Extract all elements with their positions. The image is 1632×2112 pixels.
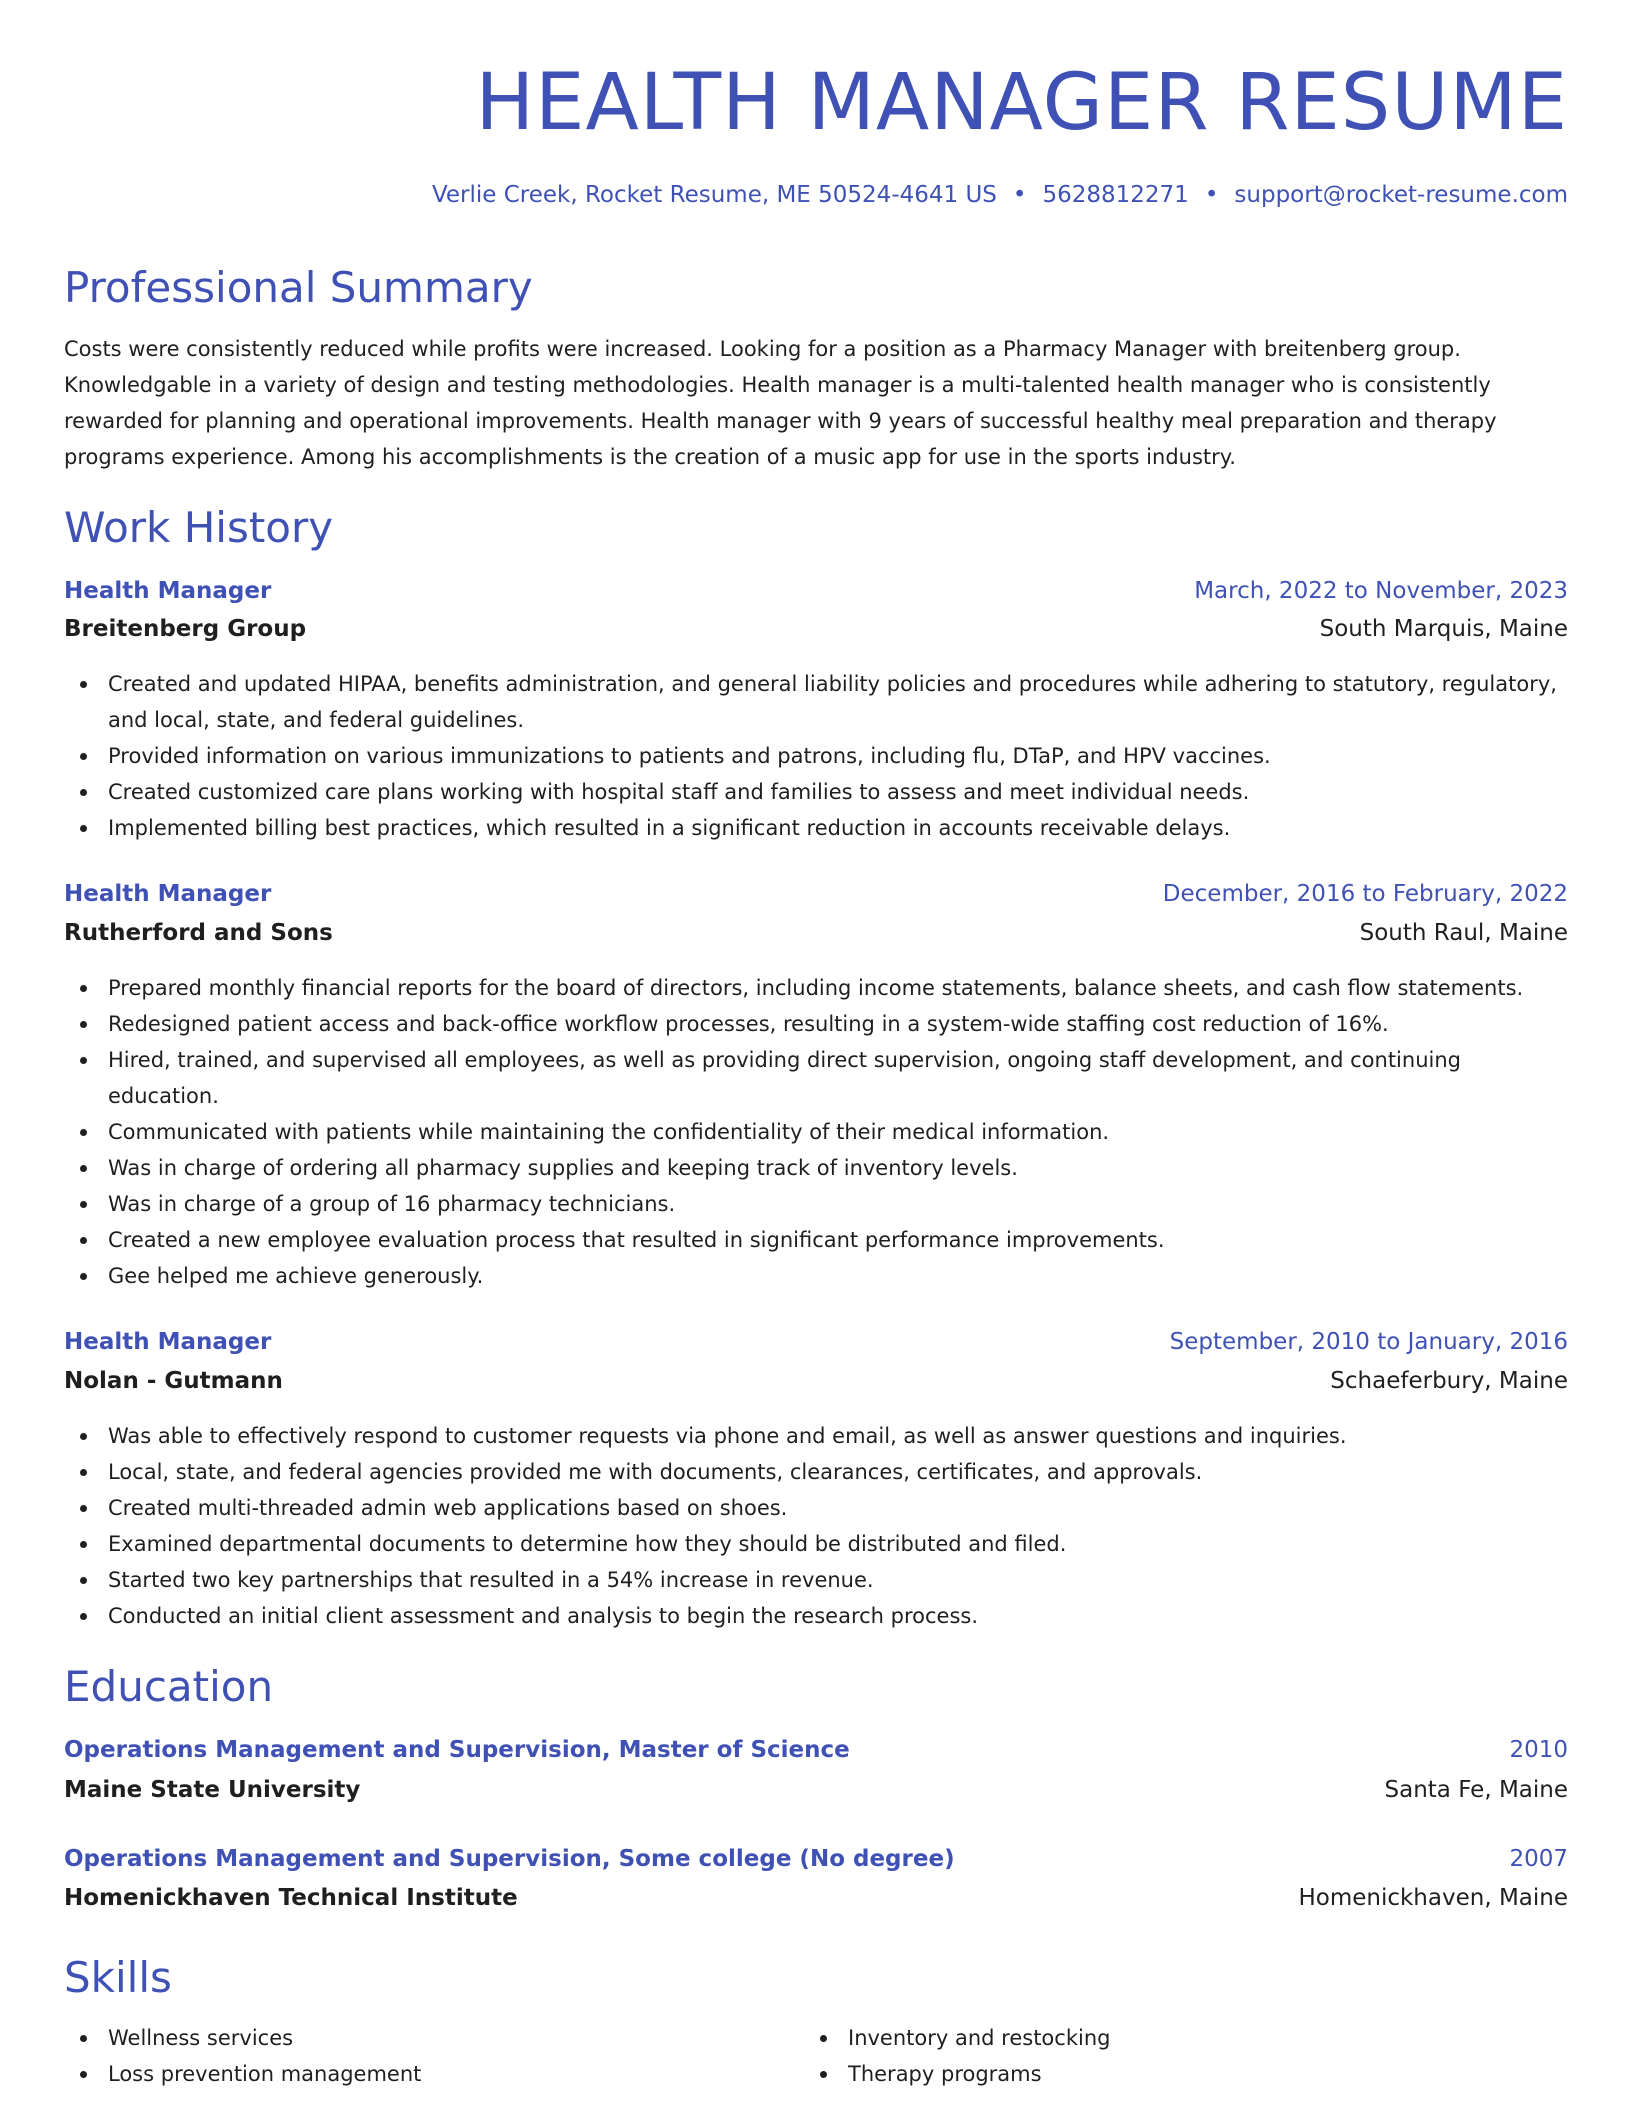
list-item: Gee helped me achieve generously. xyxy=(64,1258,1568,1294)
list-item: Created customized care plans working with hospital staff and families to assess and meet individual needs. xyxy=(64,774,1568,810)
list-item: Hired, trained, and supervised all employees, as well as providing direct supervision, ongoing staff development, and continuing education. xyxy=(64,1042,1568,1114)
list-item: Was able to effectively respond to customer requests via phone and email, as well as answer questions and inquiries. xyxy=(64,1418,1568,1454)
job-location: South Marquis, Maine xyxy=(1319,616,1568,642)
education-school: Maine State University xyxy=(64,1777,361,1803)
list-item: Was in charge of ordering all pharmacy supplies and keeping track of inventory levels. xyxy=(64,1150,1568,1186)
list-item: Local, state, and federal agencies provided me with documents, clearances, certificates, and approvals. xyxy=(64,1454,1568,1490)
summary-text: Costs were consistently reduced while profits were increased. Looking for a position as a Pharmacy Manager with breitenberg group. Knowledgable in a variety of design and testing methodologies. Health manager is a multi-talented health manager who is consistently rewarded for planning and operational improvements. Health manager with 9 years of successful healthy meal preparation and therapy programs experience. Among his accomplishments is the creation of a music app for use in the sports industry. xyxy=(64,337,1497,469)
job-bullets xyxy=(64,666,1568,846)
contact-separator: • xyxy=(1012,182,1027,208)
education-header xyxy=(64,1843,1568,1875)
job-dates: September, 2010 to January, 2016 xyxy=(1169,1329,1568,1355)
job-role: Health Manager xyxy=(64,881,272,907)
contact-phone[interactable]: 5628812271 xyxy=(1042,182,1189,208)
job-location: South Raul, Maine xyxy=(1359,920,1568,946)
job-dates: December, 2016 to February, 2022 xyxy=(1162,881,1568,907)
list-item: Was in charge of a group of 16 pharmacy technicians. xyxy=(64,1186,1568,1222)
list-item: Prepared monthly financial reports for the board of directors, including income statements, balance sheets, and cash flow statements. xyxy=(64,970,1568,1006)
list-item: Created and updated HIPAA, benefits administration, and general liability policies and procedures while adhering to statutory, regulatory, and local, state, and federal guidelines. xyxy=(64,666,1568,738)
contact-line xyxy=(432,180,1568,210)
education-year: 2010 xyxy=(1509,1737,1568,1763)
education-school-row xyxy=(64,1882,1568,1914)
contact-separator: • xyxy=(1204,182,1219,208)
education-header xyxy=(64,1734,1568,1766)
job-bullets xyxy=(64,970,1568,1294)
education-location: Santa Fe, Maine xyxy=(1384,1777,1568,1803)
job-employer-row xyxy=(64,917,1568,949)
education-degree: Operations Management and Supervision, Some college (No degree) xyxy=(64,1846,955,1872)
skills-list xyxy=(64,2020,1568,2092)
skill-item: Inventory and restocking xyxy=(804,2020,1544,2056)
list-item: Created multi-threaded admin web applications based on shoes. xyxy=(64,1490,1568,1526)
job-employer-row xyxy=(64,1365,1568,1397)
job-company: Nolan - Gutmann xyxy=(64,1368,283,1394)
job-location: Schaeferbury, Maine xyxy=(1330,1368,1568,1394)
job-dates: March, 2022 to November, 2023 xyxy=(1194,578,1568,604)
education-school: Homenickhaven Technical Institute xyxy=(64,1885,518,1911)
job-role: Health Manager xyxy=(64,1329,272,1355)
job-employer-row xyxy=(64,613,1568,645)
job-role: Health Manager xyxy=(64,578,272,604)
skills-heading: Skills xyxy=(64,1953,172,2002)
job-header xyxy=(64,575,1568,607)
list-item: Created a new employee evaluation process that resulted in significant performance improvements. xyxy=(64,1222,1568,1258)
list-item: Communicated with patients while maintaining the confidentiality of their medical information. xyxy=(64,1114,1568,1150)
skill-item: Loss prevention management xyxy=(64,2056,804,2092)
list-item: Conducted an initial client assessment and analysis to begin the research process. xyxy=(64,1598,1568,1634)
list-item: Examined departmental documents to determine how they should be distributed and filed. xyxy=(64,1526,1568,1562)
job-header xyxy=(64,878,1568,910)
education-location: Homenickhaven, Maine xyxy=(1298,1885,1568,1911)
work-history-heading: Work History xyxy=(64,503,334,552)
job-header xyxy=(64,1326,1568,1358)
list-item: Implemented billing best practices, which resulted in a significant reduction in accounts receivable delays. xyxy=(64,810,1568,846)
education-heading: Education xyxy=(64,1662,274,1711)
contact-address: Verlie Creek, Rocket Resume, ME 50524-4641 US xyxy=(431,182,997,208)
resume-title: HEALTH MANAGER RESUME xyxy=(475,58,1568,148)
job-bullets xyxy=(64,1418,1568,1634)
job-company: Breitenberg Group xyxy=(64,616,307,642)
education-school-row xyxy=(64,1774,1568,1806)
job-company: Rutherford and Sons xyxy=(64,920,333,946)
skills-column-right xyxy=(804,2020,1544,2092)
skill-item: Wellness services xyxy=(64,2020,804,2056)
list-item: Redesigned patient access and back-office workflow processes, resulting in a system-wide staffing cost reduction of 16%. xyxy=(64,1006,1568,1042)
skill-item: Therapy programs xyxy=(804,2056,1544,2092)
list-item: Provided information on various immunizations to patients and patrons, including flu, DTaP, and HPV vaccines. xyxy=(64,738,1568,774)
education-year: 2007 xyxy=(1509,1846,1568,1872)
list-item: Started two key partnerships that resulted in a 54% increase in revenue. xyxy=(64,1562,1568,1598)
contact-email[interactable]: support@rocket-resume.com xyxy=(1234,182,1568,208)
education-degree: Operations Management and Supervision, Master of Science xyxy=(64,1737,850,1763)
skills-column-left xyxy=(64,2020,804,2092)
summary-heading: Professional Summary xyxy=(64,263,533,312)
